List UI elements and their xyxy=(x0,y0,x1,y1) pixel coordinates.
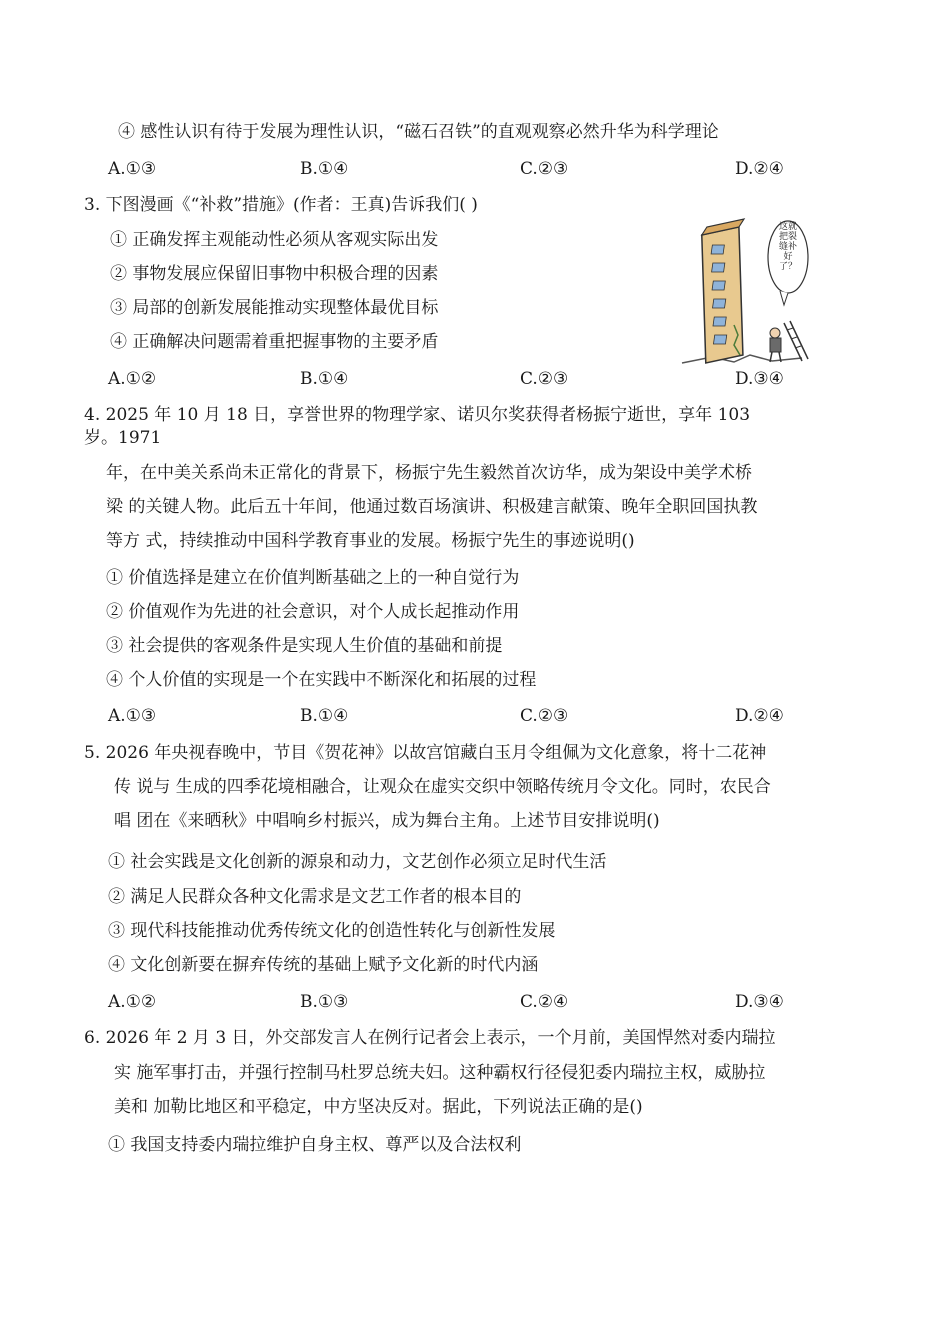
q6-stem-line-2: 实 施军事打击，并强行控制马杜罗总统夫妇。这种霸权行径侵犯委内瑞拉主权，威胁拉 xyxy=(114,1063,766,1083)
q4-statement-2: ② 价值观作为先进的社会意识，对个人成长起推动作用 xyxy=(106,602,520,622)
q5-stem-line-3: 唱 团在《来晒秋》中唱响乡村振兴，成为舞台主角。上述节目安排说明() xyxy=(114,811,660,831)
q4-statement-4: ④ 个人价值的实现是一个在实践中不断深化和拓展的过程 xyxy=(106,670,537,690)
q6-stem-line-1: 6. 2026 年 2 月 3 日，外交部发言人在例行记者会上表示，一个月前，美国悍然对委内瑞拉 xyxy=(84,1028,776,1048)
q3-option-c: C.②③ xyxy=(520,369,569,389)
q3-option-a: A.①② xyxy=(108,369,157,389)
q4-option-c: C.②③ xyxy=(520,706,569,726)
q5-statement-2: ② 满足人民群众各种文化需求是文艺工作者的根本目的 xyxy=(108,887,522,907)
q4-stem-line-4: 梁 的关键人物。此后五十年间，他通过数百场演讲、积极建言献策、晚年全职回国执教 xyxy=(106,497,758,517)
q6-stem-line-3: 美和 加勒比地区和平稳定，中方坚决反对。据此，下列说法正确的是() xyxy=(114,1097,643,1117)
q4-option-b: B.①④ xyxy=(300,706,349,726)
q5-statement-4: ④ 文化创新要在摒弃传统的基础上赋予文化新的时代内涵 xyxy=(108,955,539,975)
q2-option-d: D.②④ xyxy=(735,159,784,179)
q5-statement-3: ③ 现代科技能推动优秀传统文化的创造性转化与创新性发展 xyxy=(108,921,556,941)
q2-option-c: C.②③ xyxy=(520,159,569,179)
q2-option-b: B.①④ xyxy=(300,159,349,179)
q5-stem-line-1: 5. 2026 年央视春晚中，节目《贺花神》以故宫馆藏白玉月令组佩为文化意象，将十二花神 xyxy=(84,743,767,763)
q2-statement-4: ④ 感性认识有待于发展为理性认识，“磁石召铁”的直观观察必然升华为科学理论 xyxy=(118,122,719,142)
q5-stem-line-2: 传 说与 生成的四季花境相融合，让观众在虚实交织中领略传统月令文化。同时，农民合 xyxy=(114,777,771,797)
q3-statement-4: ④ 正确解决问题需着重把握事物的主要矛盾 xyxy=(110,332,439,352)
q4-statement-1: ① 价值选择是建立在价值判断基础之上的一种自觉行为 xyxy=(106,568,520,588)
q5-option-c: C.②④ xyxy=(520,992,569,1012)
q4-stem-line-3: 年，在中美关系尚未正常化的背景下，杨振宁先生毅然首次访华，成为架设中美学术桥 xyxy=(106,463,752,483)
q5-statement-1: ① 社会实践是文化创新的源泉和动力，文艺创作必须立足时代生活 xyxy=(108,852,607,872)
q3-statement-3: ③ 局部的创新发展能推动实现整体最优目标 xyxy=(110,298,439,318)
q6-statement-1: ① 我国支持委内瑞拉维护自身主权、尊严以及合法权利 xyxy=(108,1135,522,1155)
q4-option-a: A.①③ xyxy=(108,706,157,726)
q4-stem-line-1: 4. 2025 年 10 月 18 日，享誉世界的物理学家、诺贝尔奖获得者杨振宁逝世，享年 103 xyxy=(84,405,751,425)
q5-option-b: B.①③ xyxy=(300,992,349,1012)
q5-option-a: A.①② xyxy=(108,992,157,1012)
cartoon-speech-text: 这就把裂缝补好了？ xyxy=(779,222,798,272)
q3-stem: 3. 下图漫画《“补救”措施》(作者：王真)告诉我们( ) xyxy=(84,195,478,215)
q4-stem-line-2: 岁。1971 xyxy=(84,428,162,448)
q3-statement-1: ① 正确发挥主观能动性必须从客观实际出发 xyxy=(110,230,439,250)
q2-option-a: A.①③ xyxy=(108,159,157,179)
q3-option-d: D.③④ xyxy=(735,369,784,389)
q4-stem-line-5: 等方 式，持续推动中国科学教育事业的发展。杨振宁先生的事迹说明() xyxy=(106,531,635,551)
q3-statement-2: ② 事物发展应保留旧事物中积极合理的因素 xyxy=(110,264,439,284)
q4-option-d: D.②④ xyxy=(735,706,784,726)
q4-statement-3: ③ 社会提供的客观条件是实现人生价值的基础和前提 xyxy=(106,636,503,656)
q3-option-b: B.①④ xyxy=(300,369,349,389)
q5-option-d: D.③④ xyxy=(735,992,784,1012)
